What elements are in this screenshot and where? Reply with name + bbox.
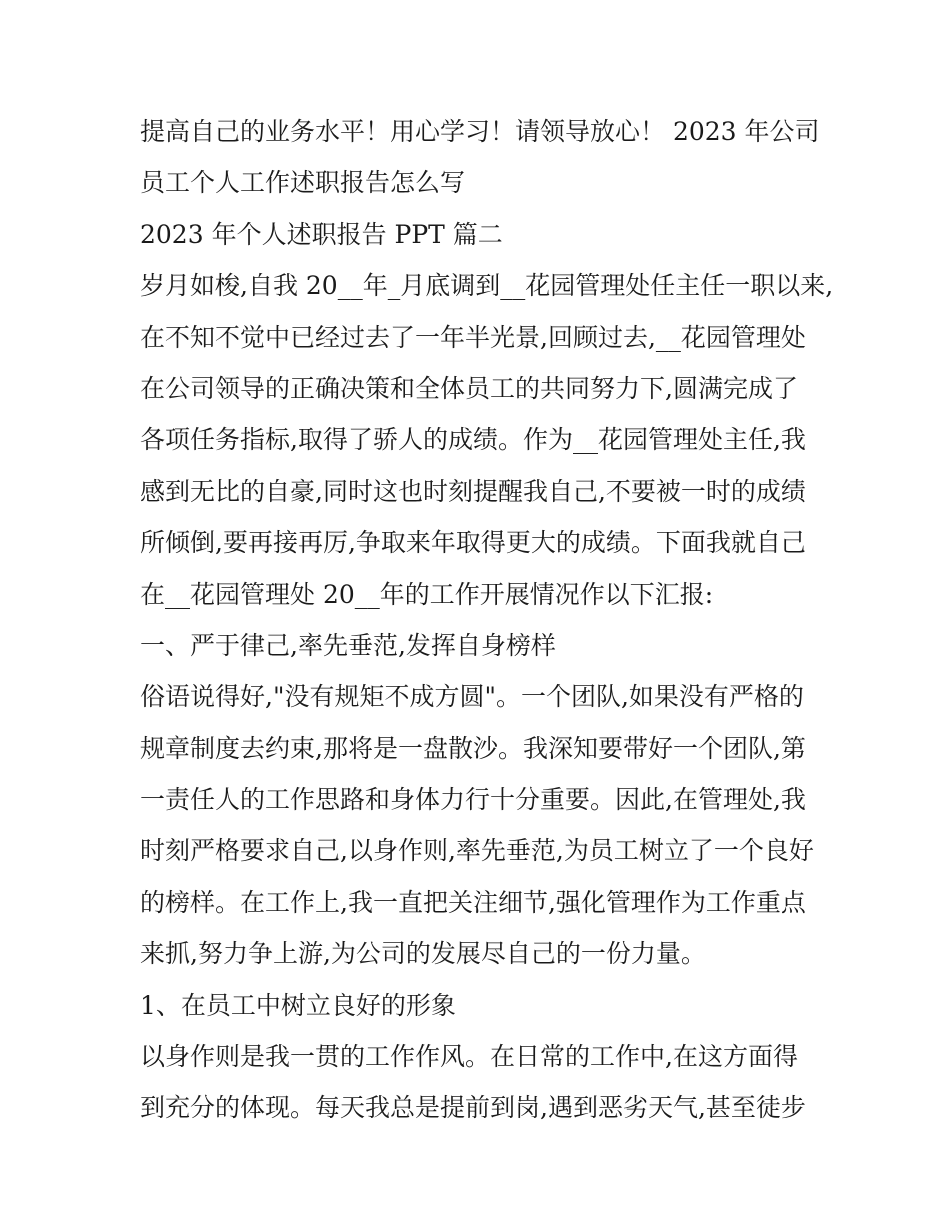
text-line: 俗语说得好,"没有规矩不成方圆"。一个团队,如果没有严格的 (140, 682, 804, 712)
text-line: 的榜样。在工作上,我一直把关注细节,强化管理作为工作重点 (140, 887, 806, 917)
section-heading: 一、严于律己,率先垂范,发挥自身榜样 (140, 630, 556, 660)
text-line: 所倾倒,要再接再厉,争取来年取得更大的成绩。下面我就自己 (140, 528, 806, 558)
text-line: 来抓,努力争上游,为公司的发展尽自己的一份力量。 (140, 939, 706, 969)
section-heading: 2023 年个人述职报告 PPT 篇二 (140, 219, 503, 249)
text-line: 各项任务指标,取得了骄人的成绩。作为__花园管理处主任,我 (140, 425, 806, 455)
subsection-heading: 1、在员工中树立良好的形象 (140, 990, 456, 1020)
text-line: 规章制度去约束,那将是一盘散沙。我深知要带好一个团队,第 (140, 733, 806, 763)
text-line: 在公司领导的正确决策和全体员工的共同努力下,圆满完成了 (140, 373, 798, 403)
text-line: 时刻严格要求自己,以身作则,率先垂范,为员工树立了一个良好 (140, 836, 814, 866)
text-line: 在__花园管理处 20__年的工作开展情况作以下汇报: (140, 579, 714, 609)
text-line: 在不知不觉中已经过去了一年半光景,回顾过去,__花园管理处 (140, 322, 806, 352)
text-line: 员工个人工作述职报告怎么写 (140, 168, 466, 198)
text-line: 以身作则是我一贯的工作作风。在日常的工作中,在这方面得 (140, 1042, 798, 1072)
text-line: 一责任人的工作思路和身体力行十分重要。因此,在管理处,我 (140, 785, 806, 815)
text-line: 岁月如梭,自我 20__年_月底调到__花园管理处任主任一职以来, (140, 271, 834, 301)
text-line: 提高自己的业务水平！用心学习！请领导放心！ 2023 年公司 (140, 117, 820, 146)
document-body (140, 106, 834, 1134)
text-line: 到充分的体现。每天我总是提前到岗,遇到恶劣天气,甚至徒步 (140, 1093, 806, 1123)
text-line: 感到无比的自豪,同时这也时刻提醒我自己,不要被一时的成绩 (140, 476, 806, 506)
